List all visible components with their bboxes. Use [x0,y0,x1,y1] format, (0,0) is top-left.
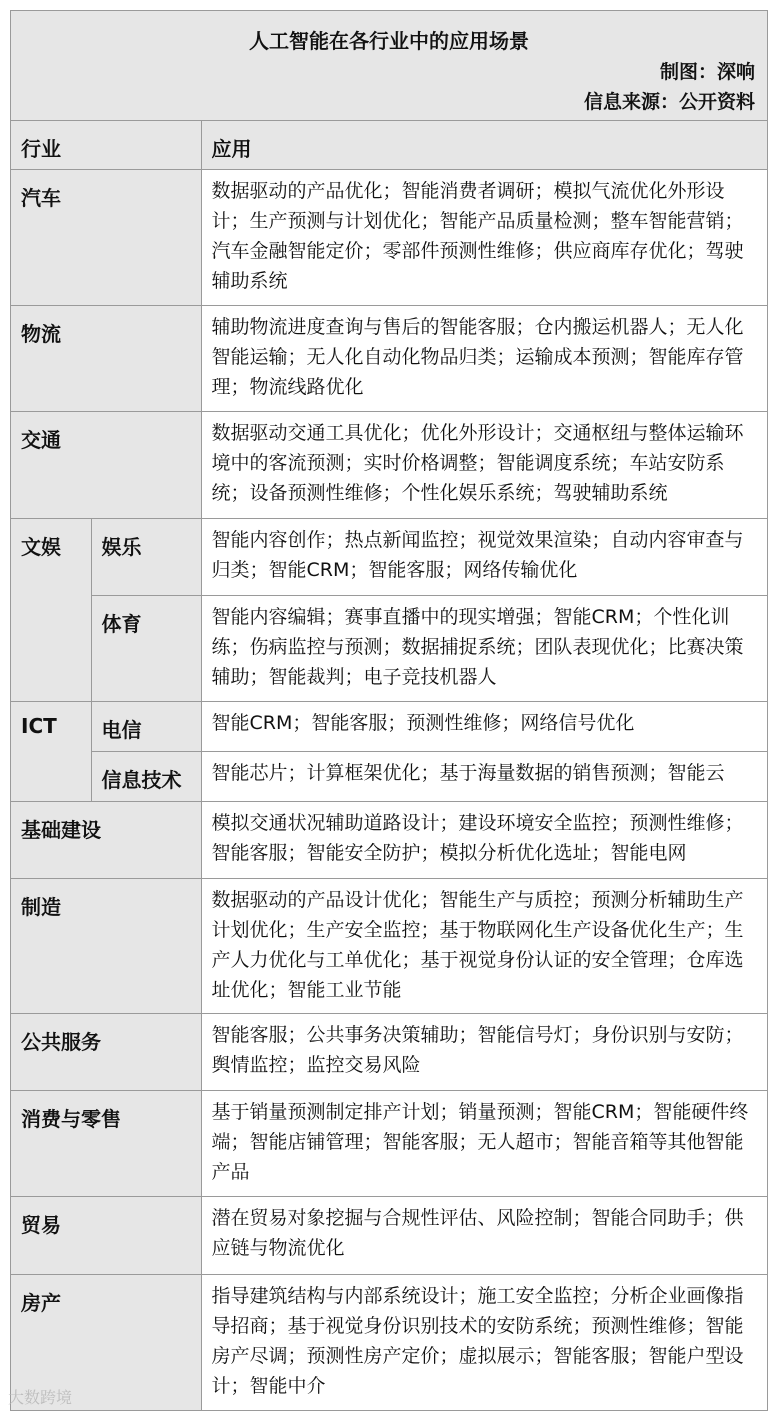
application-table [11,121,767,1410]
table-row [11,751,767,801]
table-frame [10,10,768,1411]
title-block [11,11,767,121]
application-cell: 智能内容编辑；赛事直播中的现实增强；智能CRM；个性化训练；伤病监控与预测；数据捕捉系统；团队表现优化；比赛决策辅助；智能裁判；电子竞技机器人 [201,595,767,701]
table-row [11,518,767,595]
application-cell: 数据驱动交通工具优化；优化外形设计；交通枢纽与整体运输环境中的客流预测；实时价格调整；智能调度系统；车站安防系统；设备预测性维修；个性化娱乐系统；驾驶辅助系统 [201,411,767,518]
application-cell: 数据驱动的产品设计优化；智能生产与质控；预测分析辅助生产计划优化；生产安全监控；基于物联网化生产设备优化生产；生产人力优化与工单优化；基于视觉身份认证的安全管理；仓库选址优化；智能工业节能 [201,878,767,1013]
sub-industry-cell: 体育 [91,595,201,701]
industry-cell: 公共服务 [11,1013,201,1090]
industry-cell: 制造 [11,878,201,1013]
table-row [11,878,767,1013]
column-header-application: 应用 [201,121,767,169]
table-row [11,1274,767,1410]
application-cell: 智能CRM；智能客服；预测性维修；网络信号优化 [201,701,767,751]
application-cell: 辅助物流进度查询与售后的智能客服；仓内搬运机器人；无人化智能运输；无人化自动化物品归类；运输成本预测；智能库存管理；物流线路优化 [201,305,767,411]
industry-cell: ICT [11,701,91,801]
table-row [11,305,767,411]
table-row [11,169,767,305]
application-cell: 智能客服；公共事务决策辅助；智能信号灯；身份识别与安防；舆情监控；监控交易风险 [201,1013,767,1090]
table-row [11,411,767,518]
sub-industry-cell: 娱乐 [91,518,201,595]
column-header-industry: 行业 [11,121,201,169]
table-header-row [11,121,767,169]
application-cell: 基于销量预测制定排产计划；销量预测；智能CRM；智能硬件终端；智能店铺管理；智能客服；无人超市；智能音箱等其他智能产品 [201,1090,767,1196]
industry-cell: 贸易 [11,1196,201,1274]
credit-text: 制图：深响 [659,61,755,83]
table-row [11,1196,767,1274]
sub-industry-cell: 信息技术 [91,751,201,801]
table-row [11,801,767,878]
table-row [11,1090,767,1196]
table-row [11,1013,767,1090]
industry-cell: 房产 [11,1274,201,1410]
application-cell: 潜在贸易对象挖掘与合规性评估、风险控制；智能合同助手；供应链与物流优化 [201,1196,767,1274]
application-cell: 指导建筑结构与内部系统设计；施工安全监控；分析企业画像指导招商；基于视觉身份识别技术的安防系统；预测性维修；智能房产尽调；预测性房产定价；虚拟展示；智能客服；智能户型设计；智能中介 [201,1274,767,1410]
industry-cell: 基础建设 [11,801,201,878]
table-row [11,595,767,701]
industry-cell: 消费与零售 [11,1090,201,1196]
application-cell: 模拟交通状况辅助道路设计；建设环境安全监控；预测性维修；智能客服；智能安全防护；模拟分析优化选址；智能电网 [201,801,767,878]
application-cell: 智能内容创作；热点新闻监控；视觉效果渲染；自动内容审查与归类；智能CRM；智能客服；网络传输优化 [201,518,767,595]
application-cell: 智能芯片；计算框架优化；基于海量数据的销售预测；智能云 [201,751,767,801]
industry-cell: 物流 [11,305,201,411]
watermark-logo: 大数跨境 [8,1388,73,1407]
industry-cell: 文娱 [11,518,91,701]
application-cell: 数据驱动的产品优化；智能消费者调研；模拟气流优化外形设计；生产预测与计划优化；智能产品质量检测；整车智能营销；汽车金融智能定价；零部件预测性维修；供应商库存优化；驾驶辅助系统 [201,169,767,305]
table-row [11,701,767,751]
sub-industry-cell: 电信 [91,701,201,751]
page-title: 人工智能在各行业中的应用场景 [249,29,529,53]
industry-cell: 交通 [11,411,201,518]
industry-cell: 汽车 [11,169,201,305]
source-text: 信息来源：公开资料 [583,91,755,113]
